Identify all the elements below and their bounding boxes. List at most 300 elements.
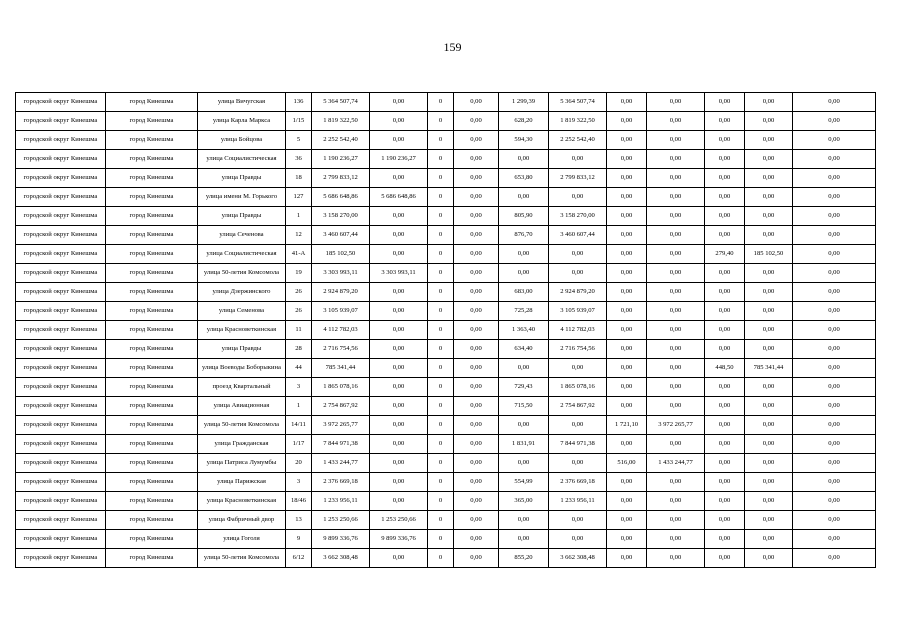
municipality-cell: городской округ Кинешма xyxy=(16,264,106,283)
street-cell: улица Правды xyxy=(198,169,286,188)
total-cost-cell: 3 972 265,77 xyxy=(312,416,370,435)
area-col-13-cell: 0,00 xyxy=(705,378,745,397)
cost-col-14-cell: 0,00 xyxy=(745,188,793,207)
municipality-cell: городской округ Кинешма xyxy=(16,473,106,492)
cost-col-12-cell: 0,00 xyxy=(647,226,705,245)
cost-col-6-cell: 0,00 xyxy=(370,378,428,397)
house-number-cell: 36 xyxy=(286,150,312,169)
area-col-11-cell: 0,00 xyxy=(607,93,647,112)
cost-col-6-cell: 0,00 xyxy=(370,169,428,188)
cost-col-6-cell: 0,00 xyxy=(370,340,428,359)
total-cost-cell: 2 252 542,40 xyxy=(312,131,370,150)
value-col-15-cell: 0,00 xyxy=(793,340,876,359)
street-cell: улица Красноветкинская xyxy=(198,492,286,511)
count-col-7-cell: 0 xyxy=(428,226,454,245)
area-col-9-cell: 594,30 xyxy=(499,131,549,150)
street-cell: улица Социалистическая xyxy=(198,245,286,264)
area-col-9-cell: 554,99 xyxy=(499,473,549,492)
count-col-7-cell: 0 xyxy=(428,492,454,511)
area-col-13-cell: 0,00 xyxy=(705,226,745,245)
municipality-cell: городской округ Кинешма xyxy=(16,321,106,340)
value-col-15-cell: 0,00 xyxy=(793,549,876,568)
value-col-8-cell: 0,00 xyxy=(454,511,499,530)
count-col-7-cell: 0 xyxy=(428,207,454,226)
total-cost-cell: 2 924 879,20 xyxy=(312,283,370,302)
area-col-9-cell: 715,50 xyxy=(499,397,549,416)
area-col-13-cell: 279,40 xyxy=(705,245,745,264)
area-col-9-cell: 653,80 xyxy=(499,169,549,188)
cost-col-12-cell: 0,00 xyxy=(647,549,705,568)
municipality-cell: городской округ Кинешма xyxy=(16,378,106,397)
table-row xyxy=(16,473,876,492)
value-col-15-cell: 0,00 xyxy=(793,112,876,131)
area-col-9-cell: 1 299,39 xyxy=(499,93,549,112)
area-col-9-cell: 0,00 xyxy=(499,188,549,207)
value-col-15-cell: 0,00 xyxy=(793,169,876,188)
street-cell: улица 50-летия Комсомола xyxy=(198,549,286,568)
value-col-8-cell: 0,00 xyxy=(454,378,499,397)
municipality-cell: городской округ Кинешма xyxy=(16,131,106,150)
cost-col-10-cell: 2 799 833,12 xyxy=(549,169,607,188)
cost-col-10-cell: 3 662 308,48 xyxy=(549,549,607,568)
municipality-cell: городской округ Кинешма xyxy=(16,530,106,549)
total-cost-cell: 2 799 833,12 xyxy=(312,169,370,188)
municipality-cell: городской округ Кинешма xyxy=(16,511,106,530)
cost-col-14-cell: 0,00 xyxy=(745,530,793,549)
value-col-15-cell: 0,00 xyxy=(793,435,876,454)
street-cell: проезд Квартальный xyxy=(198,378,286,397)
table-row xyxy=(16,378,876,397)
area-col-9-cell: 725,28 xyxy=(499,302,549,321)
cost-col-6-cell: 0,00 xyxy=(370,473,428,492)
cost-col-12-cell: 0,00 xyxy=(647,321,705,340)
value-col-8-cell: 0,00 xyxy=(454,283,499,302)
cost-col-10-cell: 1 819 322,50 xyxy=(549,112,607,131)
municipality-cell: городской округ Кинешма xyxy=(16,207,106,226)
settlement-cell: город Кинешма xyxy=(106,397,198,416)
house-number-cell: 1 xyxy=(286,207,312,226)
cost-col-12-cell: 0,00 xyxy=(647,150,705,169)
cost-col-12-cell: 0,00 xyxy=(647,359,705,378)
area-col-9-cell: 0,00 xyxy=(499,264,549,283)
cost-col-14-cell: 0,00 xyxy=(745,112,793,131)
count-col-7-cell: 0 xyxy=(428,549,454,568)
cost-col-6-cell: 0,00 xyxy=(370,112,428,131)
count-col-7-cell: 0 xyxy=(428,340,454,359)
value-col-15-cell: 0,00 xyxy=(793,378,876,397)
settlement-cell: город Кинешма xyxy=(106,188,198,207)
value-col-8-cell: 0,00 xyxy=(454,207,499,226)
value-col-8-cell: 0,00 xyxy=(454,397,499,416)
house-number-cell: 1/17 xyxy=(286,435,312,454)
cost-col-10-cell: 0,00 xyxy=(549,416,607,435)
cost-col-10-cell: 0,00 xyxy=(549,245,607,264)
house-number-cell: 127 xyxy=(286,188,312,207)
area-col-13-cell: 0,00 xyxy=(705,302,745,321)
cost-col-10-cell: 0,00 xyxy=(549,150,607,169)
count-col-7-cell: 0 xyxy=(428,378,454,397)
area-col-11-cell: 0,00 xyxy=(607,511,647,530)
value-col-15-cell: 0,00 xyxy=(793,454,876,473)
value-col-15-cell: 0,00 xyxy=(793,397,876,416)
settlement-cell: город Кинешма xyxy=(106,321,198,340)
table-row xyxy=(16,435,876,454)
cost-col-12-cell: 0,00 xyxy=(647,264,705,283)
house-number-cell: 20 xyxy=(286,454,312,473)
settlement-cell: город Кинешма xyxy=(106,359,198,378)
cost-col-10-cell: 4 112 782,03 xyxy=(549,321,607,340)
street-cell: улица 50-летия Комсомола xyxy=(198,264,286,283)
settlement-cell: город Кинешма xyxy=(106,112,198,131)
cost-col-6-cell: 0,00 xyxy=(370,245,428,264)
count-col-7-cell: 0 xyxy=(428,359,454,378)
house-number-cell: 14/11 xyxy=(286,416,312,435)
table-row xyxy=(16,549,876,568)
cost-col-10-cell: 3 105 939,07 xyxy=(549,302,607,321)
street-cell: улица Фабричный двор xyxy=(198,511,286,530)
cost-col-12-cell: 0,00 xyxy=(647,511,705,530)
table-row xyxy=(16,131,876,150)
area-col-11-cell: 516,00 xyxy=(607,454,647,473)
table-row xyxy=(16,226,876,245)
value-col-15-cell: 0,00 xyxy=(793,416,876,435)
area-col-9-cell: 805,90 xyxy=(499,207,549,226)
table-row xyxy=(16,188,876,207)
area-col-13-cell: 0,00 xyxy=(705,321,745,340)
area-col-13-cell: 0,00 xyxy=(705,454,745,473)
cost-col-10-cell: 0,00 xyxy=(549,454,607,473)
house-number-cell: 1/15 xyxy=(286,112,312,131)
total-cost-cell: 2 716 754,56 xyxy=(312,340,370,359)
cost-col-14-cell: 785 341,44 xyxy=(745,359,793,378)
settlement-cell: город Кинешма xyxy=(106,207,198,226)
area-col-13-cell: 0,00 xyxy=(705,340,745,359)
house-number-cell: 44 xyxy=(286,359,312,378)
cost-col-14-cell: 0,00 xyxy=(745,93,793,112)
municipality-cell: городской округ Кинешма xyxy=(16,169,106,188)
value-col-15-cell: 0,00 xyxy=(793,188,876,207)
house-number-cell: 3 xyxy=(286,473,312,492)
table-row xyxy=(16,454,876,473)
cost-col-10-cell: 2 376 669,18 xyxy=(549,473,607,492)
cost-col-6-cell: 9 899 336,76 xyxy=(370,530,428,549)
cost-col-12-cell: 0,00 xyxy=(647,530,705,549)
area-col-11-cell: 0,00 xyxy=(607,321,647,340)
house-number-cell: 28 xyxy=(286,340,312,359)
value-col-8-cell: 0,00 xyxy=(454,188,499,207)
cost-col-12-cell: 0,00 xyxy=(647,435,705,454)
value-col-15-cell: 0,00 xyxy=(793,264,876,283)
house-number-cell: 26 xyxy=(286,283,312,302)
table-row xyxy=(16,112,876,131)
area-col-13-cell: 0,00 xyxy=(705,549,745,568)
total-cost-cell: 1 253 250,66 xyxy=(312,511,370,530)
total-cost-cell: 1 819 322,50 xyxy=(312,112,370,131)
cost-col-10-cell: 2 716 754,56 xyxy=(549,340,607,359)
table-row xyxy=(16,245,876,264)
street-cell: улица Патриса Лумумбы xyxy=(198,454,286,473)
cost-col-14-cell: 0,00 xyxy=(745,150,793,169)
table-row xyxy=(16,321,876,340)
cost-col-12-cell: 0,00 xyxy=(647,397,705,416)
area-col-9-cell: 0,00 xyxy=(499,511,549,530)
cost-col-12-cell: 0,00 xyxy=(647,245,705,264)
area-col-11-cell: 0,00 xyxy=(607,359,647,378)
value-col-8-cell: 0,00 xyxy=(454,454,499,473)
area-col-9-cell: 855,20 xyxy=(499,549,549,568)
cost-col-10-cell: 7 844 971,38 xyxy=(549,435,607,454)
cost-col-6-cell: 0,00 xyxy=(370,359,428,378)
area-col-11-cell: 0,00 xyxy=(607,435,647,454)
value-col-8-cell: 0,00 xyxy=(454,112,499,131)
street-cell: улица Парижская xyxy=(198,473,286,492)
total-cost-cell: 3 105 939,07 xyxy=(312,302,370,321)
cost-col-10-cell: 0,00 xyxy=(549,530,607,549)
settlement-cell: город Кинешма xyxy=(106,169,198,188)
settlement-cell: город Кинешма xyxy=(106,150,198,169)
cost-col-6-cell: 0,00 xyxy=(370,131,428,150)
area-col-11-cell: 0,00 xyxy=(607,283,647,302)
house-number-cell: 9 xyxy=(286,530,312,549)
municipality-cell: городской округ Кинешма xyxy=(16,188,106,207)
count-col-7-cell: 0 xyxy=(428,397,454,416)
table-row xyxy=(16,264,876,283)
cost-col-6-cell: 0,00 xyxy=(370,207,428,226)
cost-col-12-cell: 0,00 xyxy=(647,93,705,112)
municipality-cell: городской округ Кинешма xyxy=(16,302,106,321)
cost-col-14-cell: 0,00 xyxy=(745,435,793,454)
count-col-7-cell: 0 xyxy=(428,245,454,264)
area-col-11-cell: 1 721,10 xyxy=(607,416,647,435)
value-col-15-cell: 0,00 xyxy=(793,321,876,340)
table-row xyxy=(16,150,876,169)
settlement-cell: город Кинешма xyxy=(106,454,198,473)
value-col-8-cell: 0,00 xyxy=(454,359,499,378)
cost-col-14-cell: 0,00 xyxy=(745,416,793,435)
cost-col-6-cell: 0,00 xyxy=(370,321,428,340)
cost-col-14-cell: 0,00 xyxy=(745,226,793,245)
area-col-13-cell: 0,00 xyxy=(705,416,745,435)
area-col-11-cell: 0,00 xyxy=(607,302,647,321)
value-col-8-cell: 0,00 xyxy=(454,150,499,169)
count-col-7-cell: 0 xyxy=(428,264,454,283)
cost-col-14-cell: 0,00 xyxy=(745,340,793,359)
area-col-9-cell: 0,00 xyxy=(499,454,549,473)
cost-col-12-cell: 0,00 xyxy=(647,188,705,207)
house-number-cell: 13 xyxy=(286,511,312,530)
table-row xyxy=(16,530,876,549)
area-col-13-cell: 0,00 xyxy=(705,150,745,169)
cost-col-12-cell: 0,00 xyxy=(647,207,705,226)
municipality-cell: городской округ Кинешма xyxy=(16,454,106,473)
municipality-cell: городской округ Кинешма xyxy=(16,93,106,112)
area-col-11-cell: 0,00 xyxy=(607,150,647,169)
house-number-cell: 18 xyxy=(286,169,312,188)
area-col-11-cell: 0,00 xyxy=(607,378,647,397)
house-number-cell: 41-А xyxy=(286,245,312,264)
cost-col-12-cell: 0,00 xyxy=(647,302,705,321)
table-row xyxy=(16,283,876,302)
house-number-cell: 5 xyxy=(286,131,312,150)
total-cost-cell: 5 686 648,86 xyxy=(312,188,370,207)
count-col-7-cell: 0 xyxy=(428,473,454,492)
cost-col-6-cell: 5 686 648,86 xyxy=(370,188,428,207)
cost-col-14-cell: 0,00 xyxy=(745,321,793,340)
house-number-cell: 11 xyxy=(286,321,312,340)
house-number-cell: 3 xyxy=(286,378,312,397)
street-cell: улица Дзержинского xyxy=(198,283,286,302)
value-col-15-cell: 0,00 xyxy=(793,150,876,169)
count-col-7-cell: 0 xyxy=(428,283,454,302)
cost-col-14-cell: 0,00 xyxy=(745,492,793,511)
area-col-9-cell: 0,00 xyxy=(499,530,549,549)
cost-col-14-cell: 0,00 xyxy=(745,549,793,568)
cost-col-12-cell: 0,00 xyxy=(647,131,705,150)
settlement-cell: город Кинешма xyxy=(106,473,198,492)
settlement-cell: город Кинешма xyxy=(106,264,198,283)
house-number-cell: 136 xyxy=(286,93,312,112)
area-col-11-cell: 0,00 xyxy=(607,549,647,568)
table-row xyxy=(16,511,876,530)
total-cost-cell: 185 102,50 xyxy=(312,245,370,264)
house-number-cell: 19 xyxy=(286,264,312,283)
value-col-8-cell: 0,00 xyxy=(454,169,499,188)
table-row xyxy=(16,207,876,226)
area-col-11-cell: 0,00 xyxy=(607,245,647,264)
value-col-8-cell: 0,00 xyxy=(454,245,499,264)
value-col-8-cell: 0,00 xyxy=(454,264,499,283)
area-col-13-cell: 0,00 xyxy=(705,169,745,188)
settlement-cell: город Кинешма xyxy=(106,416,198,435)
count-col-7-cell: 0 xyxy=(428,530,454,549)
area-col-9-cell: 0,00 xyxy=(499,416,549,435)
settlement-cell: город Кинешма xyxy=(106,283,198,302)
cost-col-14-cell: 0,00 xyxy=(745,169,793,188)
area-col-11-cell: 0,00 xyxy=(607,131,647,150)
house-number-cell: 26 xyxy=(286,302,312,321)
house-number-cell: 12 xyxy=(286,226,312,245)
value-col-8-cell: 0,00 xyxy=(454,473,499,492)
municipality-cell: городской округ Кинешма xyxy=(16,245,106,264)
value-col-8-cell: 0,00 xyxy=(454,226,499,245)
municipality-cell: городской округ Кинешма xyxy=(16,150,106,169)
settlement-cell: город Кинешма xyxy=(106,530,198,549)
municipality-cell: городской округ Кинешма xyxy=(16,112,106,131)
table-body xyxy=(16,93,876,568)
value-col-8-cell: 0,00 xyxy=(454,321,499,340)
settlement-cell: город Кинешма xyxy=(106,131,198,150)
cost-col-10-cell: 2 252 542,40 xyxy=(549,131,607,150)
value-col-15-cell: 0,00 xyxy=(793,245,876,264)
cost-col-12-cell: 0,00 xyxy=(647,473,705,492)
table-row xyxy=(16,302,876,321)
street-cell: улица Вичугская xyxy=(198,93,286,112)
municipality-cell: городской округ Кинешма xyxy=(16,226,106,245)
street-cell: улица имени М. Горького xyxy=(198,188,286,207)
total-cost-cell: 7 844 971,38 xyxy=(312,435,370,454)
cost-col-14-cell: 0,00 xyxy=(745,131,793,150)
area-col-13-cell: 0,00 xyxy=(705,397,745,416)
municipality-cell: городской округ Кинешма xyxy=(16,340,106,359)
street-cell: улица Карла Маркса xyxy=(198,112,286,131)
street-cell: улица Правды xyxy=(198,207,286,226)
table-row xyxy=(16,416,876,435)
settlement-cell: город Кинешма xyxy=(106,549,198,568)
area-col-11-cell: 0,00 xyxy=(607,188,647,207)
table-row xyxy=(16,340,876,359)
area-col-9-cell: 0,00 xyxy=(499,150,549,169)
cost-col-14-cell: 0,00 xyxy=(745,264,793,283)
cost-col-6-cell: 0,00 xyxy=(370,549,428,568)
cost-col-12-cell: 0,00 xyxy=(647,283,705,302)
cost-col-14-cell: 0,00 xyxy=(745,473,793,492)
total-cost-cell: 1 865 078,16 xyxy=(312,378,370,397)
area-col-11-cell: 0,00 xyxy=(607,397,647,416)
area-col-9-cell: 0,00 xyxy=(499,359,549,378)
settlement-cell: город Кинешма xyxy=(106,492,198,511)
cost-col-6-cell: 0,00 xyxy=(370,492,428,511)
cost-col-6-cell: 0,00 xyxy=(370,397,428,416)
cost-col-10-cell: 2 754 867,92 xyxy=(549,397,607,416)
area-col-11-cell: 0,00 xyxy=(607,169,647,188)
count-col-7-cell: 0 xyxy=(428,169,454,188)
street-cell: улица Правды xyxy=(198,340,286,359)
count-col-7-cell: 0 xyxy=(428,454,454,473)
area-col-13-cell: 0,00 xyxy=(705,435,745,454)
total-cost-cell: 5 364 507,74 xyxy=(312,93,370,112)
total-cost-cell: 2 754 867,92 xyxy=(312,397,370,416)
table-row xyxy=(16,492,876,511)
area-col-13-cell: 0,00 xyxy=(705,131,745,150)
area-col-9-cell: 729,43 xyxy=(499,378,549,397)
municipality-cell: городской округ Кинешма xyxy=(16,549,106,568)
area-col-13-cell: 0,00 xyxy=(705,264,745,283)
cost-col-10-cell: 1 865 078,16 xyxy=(549,378,607,397)
cost-col-6-cell: 0,00 xyxy=(370,302,428,321)
settlement-cell: город Кинешма xyxy=(106,245,198,264)
value-col-15-cell: 0,00 xyxy=(793,131,876,150)
area-col-9-cell: 876,70 xyxy=(499,226,549,245)
municipality-cell: городской округ Кинешма xyxy=(16,435,106,454)
area-col-13-cell: 0,00 xyxy=(705,93,745,112)
house-number-cell: 6/12 xyxy=(286,549,312,568)
total-cost-cell: 9 899 336,76 xyxy=(312,530,370,549)
settlement-cell: город Кинешма xyxy=(106,378,198,397)
cost-col-14-cell: 0,00 xyxy=(745,283,793,302)
cost-col-12-cell: 0,00 xyxy=(647,492,705,511)
cost-col-10-cell: 0,00 xyxy=(549,188,607,207)
street-cell: улица Социалистическая xyxy=(198,150,286,169)
total-cost-cell: 3 158 270,00 xyxy=(312,207,370,226)
municipality-cell: городской округ Кинешма xyxy=(16,492,106,511)
street-cell: улица Сеченова xyxy=(198,226,286,245)
cost-col-6-cell: 0,00 xyxy=(370,454,428,473)
value-col-15-cell: 0,00 xyxy=(793,492,876,511)
cost-col-14-cell: 0,00 xyxy=(745,378,793,397)
page-number: 159 xyxy=(443,40,462,54)
count-col-7-cell: 0 xyxy=(428,150,454,169)
cost-col-6-cell: 1 253 250,66 xyxy=(370,511,428,530)
municipality-cell: городской округ Кинешма xyxy=(16,283,106,302)
value-col-8-cell: 0,00 xyxy=(454,131,499,150)
count-col-7-cell: 0 xyxy=(428,435,454,454)
total-cost-cell: 2 376 669,18 xyxy=(312,473,370,492)
area-col-9-cell: 365,00 xyxy=(499,492,549,511)
municipality-cell: городской округ Кинешма xyxy=(16,359,106,378)
area-col-11-cell: 0,00 xyxy=(607,340,647,359)
value-col-8-cell: 0,00 xyxy=(454,93,499,112)
total-cost-cell: 1 190 236,27 xyxy=(312,150,370,169)
